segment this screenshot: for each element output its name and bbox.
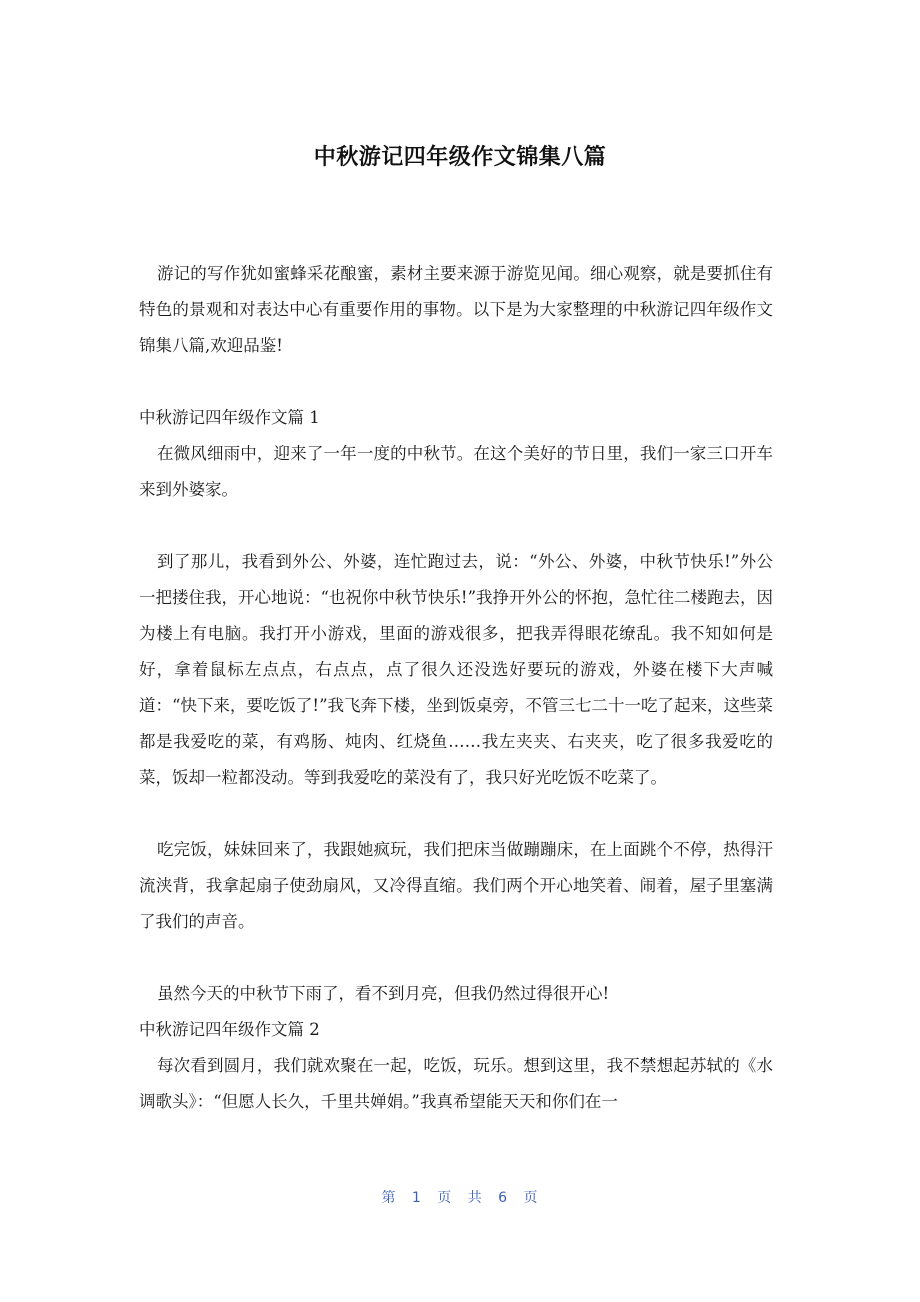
section-heading-2: 中秋游记四年级作文篇 2 [139, 1020, 320, 1039]
document-body [139, 256, 773, 1120]
intro-paragraph: 游记的写作犹如蜜蜂采花酿蜜，素材主要来源于游览见闻。细心观察，就是要抓住有特色的景观和对表达中心有重要作用的事物。以下是为大家整理的中秋游记四年级作文锦集八篇,欢迎品鉴! [139, 264, 773, 355]
spacer [139, 508, 773, 544]
section-heading-1: 中秋游记四年级作文篇 1 [139, 408, 320, 427]
document-title: 中秋游记四年级作文锦集八篇 [313, 145, 607, 170]
section1-paragraph-1: 在微风细雨中，迎来了一年一度的中秋节。在这个美好的节日里，我们一家三口开车来到外婆家。 [139, 444, 773, 499]
section1-paragraph-3: 吃完饭，妹妹回来了，我跟她疯玩，我们把床当做蹦蹦床，在上面跳个不停，热得汗流浃背，我拿起扇子使劲扇风，又冷得直缩。我们两个开心地笑着、闹着，屋子里塞满了我们的声音。 [139, 840, 773, 931]
page-number-footer: 第 1 页 共 6 页 [381, 1190, 539, 1206]
spacer [139, 796, 773, 832]
section1-paragraph-4: 虽然今天的中秋节下雨了，看不到月亮，但我仍然过得很开心! [157, 984, 610, 1003]
section1-paragraph-2: 到了那儿，我看到外公、外婆，连忙跑过去，说：“外公、外婆，中秋节快乐!”外公一把搂住我，开心地说：“也祝你中秋节快乐!”我挣开外公的怀抱，急忙往二楼跑去，因为楼上有电脑。我打开小游戏，里面的游戏很多，把我弄得眼花缭乱。我不知如何是好，拿着鼠标左点点，右点点，点了很久还没选好要玩的游戏，外婆在楼下大声喊道：“快下来，要吃饭了!”我飞奔下楼，坐到饭桌旁，不管三七二十一吃了起来，这些菜都是我爱吃的菜，有鸡肠、炖肉、红烧鱼……我左夹夹、右夹夹，吃了很多我爱吃的菜，饭却一粒都没动。等到我爱吃的菜没有了，我只好光吃饭不吃菜了。 [139, 552, 774, 787]
spacer [139, 364, 773, 400]
spacer [139, 940, 773, 976]
section2-paragraph-1: 每次看到圆月，我们就欢聚在一起，吃饭，玩乐。想到这里，我不禁想起苏轼的《水调歌头》：“但愿人长久，千里共婵娟。”我真希望能天天和你们在一 [139, 1056, 773, 1111]
